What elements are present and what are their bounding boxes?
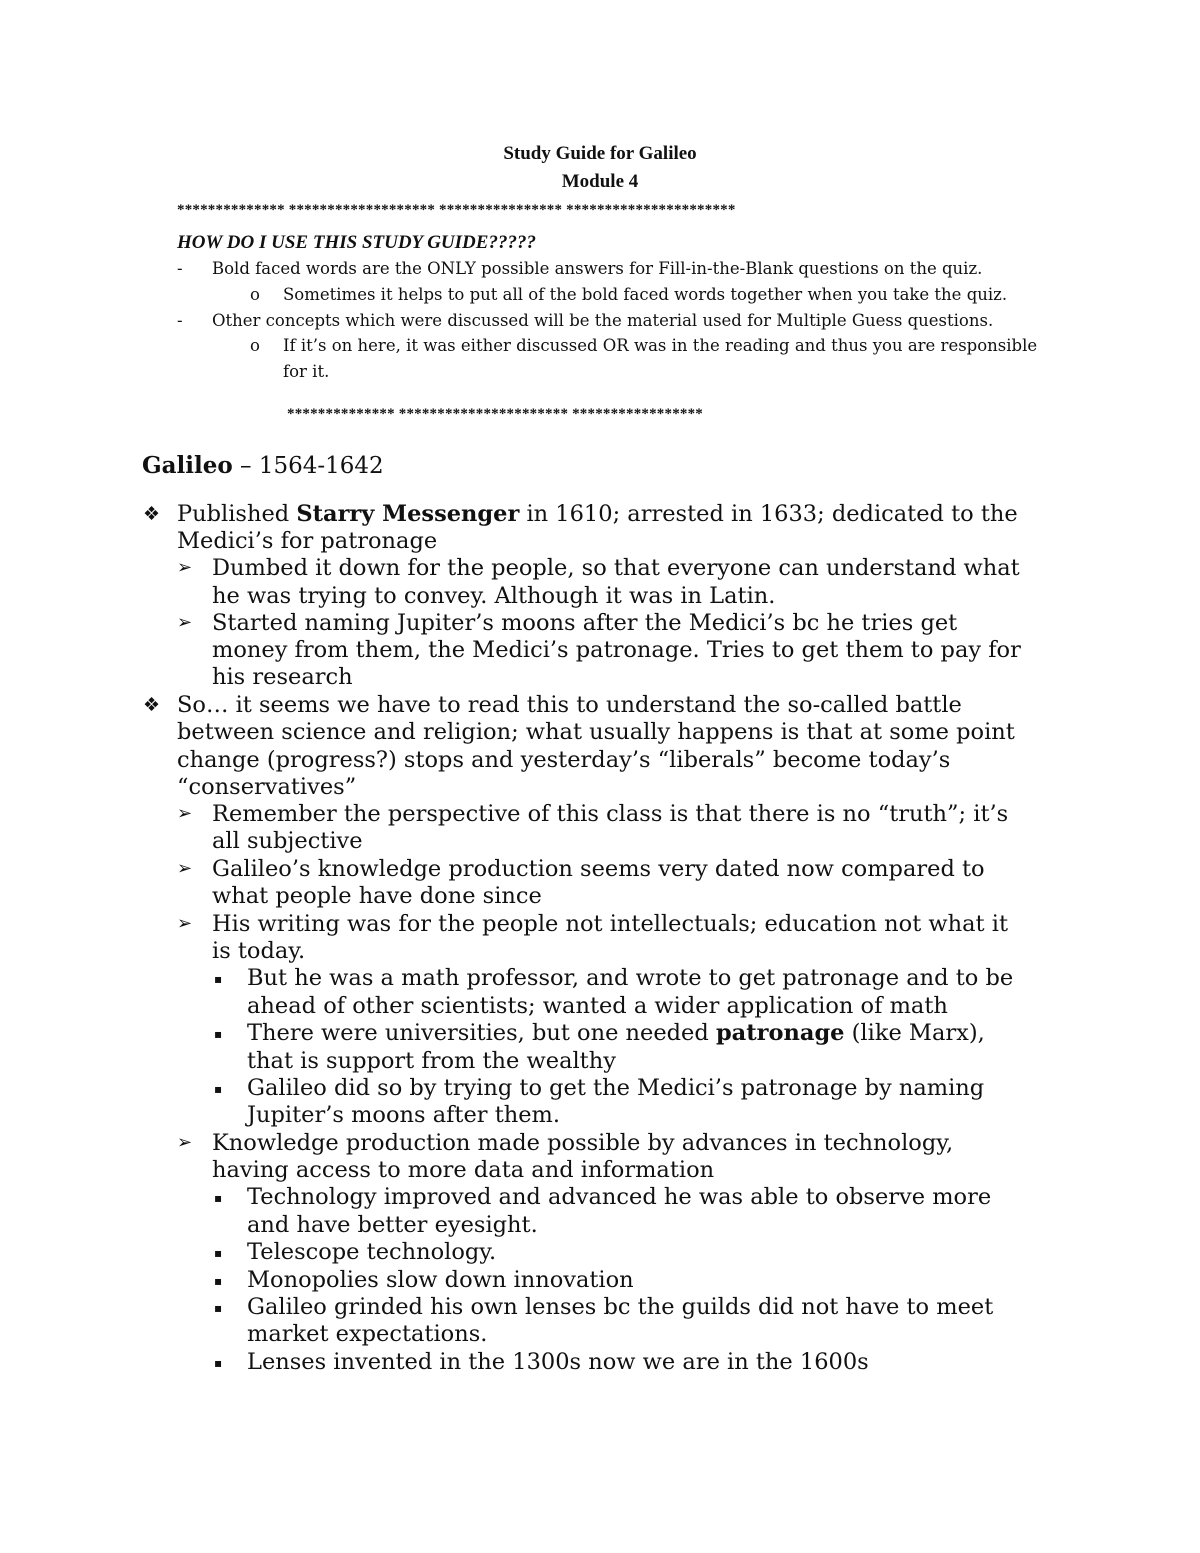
bullet-1-2-line-3: his research [212, 664, 353, 690]
intro-sub-marker-1: o [250, 285, 260, 304]
bullet-1-line-2: Medici’s for patronage [177, 528, 438, 554]
bullet-2-2-line-1: Galileo’s knowledge production seems very dated now compared to [212, 856, 985, 882]
bullet-2-3-line-2: is today. [212, 938, 306, 964]
bullet-1-2-line-2: money from them, the Medici’s patronage. Tries to get them to pay for [212, 637, 1021, 663]
arrow-bullet-icon: ➢ [177, 858, 193, 879]
bullet-2-3-2-text-b: (like Marx), [844, 1020, 985, 1046]
bullet-1-1-line-2: he was trying to convey. Although it was in Latin. [212, 583, 776, 609]
bullet-1-1-line-1: Dumbed it down for the people, so that everyone can understand what [212, 555, 1020, 581]
bullet-2-4-4-line-1: Galileo grinded his own lenses bc the guilds did not have to meet [247, 1294, 994, 1320]
bullet-2-3-line-1: His writing was for the people not intellectuals; education not what it [212, 911, 1008, 937]
bullet-2-3-3-line-2: Jupiter’s moons after them. [247, 1102, 561, 1128]
module-label: Module 4 [561, 171, 639, 192]
bullet-1-text-b: in 1610; arrested in 1633; dedicated to the [519, 501, 1018, 527]
square-bullet-icon: ▪ [214, 1301, 223, 1315]
section-title [142, 452, 384, 479]
intro-sub-item-1: Sometimes it helps to put all of the bold faced words together when you take the quiz. [283, 285, 1008, 304]
bullet-2-4-1-line-2: and have better eyesight. [247, 1212, 538, 1238]
intro-sub-marker-2: o [250, 336, 260, 355]
bullet-2-4-5-line-1: Lenses invented in the 1300s now we are in the 1600s [247, 1349, 869, 1375]
section-title-dates: – 1564-1642 [232, 453, 384, 479]
bullet-2-4-3-line-1: Monopolies slow down innovation [247, 1267, 634, 1293]
section-title-bold: Galileo [142, 452, 233, 479]
square-bullet-icon: ▪ [214, 1246, 223, 1260]
bullet-2-2-line-2: what people have done since [212, 883, 542, 909]
bullet-2-4-1-line-1: Technology improved and advanced he was able to observe more [247, 1184, 992, 1210]
arrow-bullet-icon: ➢ [177, 803, 193, 824]
square-bullet-icon: ▪ [214, 1274, 223, 1288]
square-bullet-icon: ▪ [214, 1027, 223, 1041]
patronage-bold-term: patronage [715, 1020, 845, 1046]
square-bullet-icon: ▪ [214, 1356, 223, 1370]
bullet-2-4-line-1: Knowledge production made possible by advances in technology, [212, 1130, 954, 1156]
bullet-2-1-line-1: Remember the perspective of this class is that there is no “truth”; it’s [212, 801, 1009, 827]
arrow-bullet-icon: ➢ [177, 557, 193, 578]
intro-item-2: Other concepts which were discussed will be the material used for Multiple Guess questions. [212, 311, 994, 330]
star-divider-bottom: ************** ********************** ***************** [287, 406, 703, 422]
diamond-bullet-icon: ❖ [143, 503, 161, 525]
square-bullet-icon: ▪ [214, 1191, 223, 1205]
bullet-2-3-3-line-1: Galileo did so by trying to get the Medici’s patronage by naming [247, 1075, 985, 1101]
bullet-2-1-line-2: all subjective [212, 828, 363, 854]
bullet-2-3-1-line-2: ahead of other scientists; wanted a wider application of math [247, 993, 948, 1019]
bullet-2-line-3: change (progress?) stops and yesterday’s “liberals” become today’s [177, 747, 951, 773]
bullet-2-line-4: “conservatives” [177, 774, 357, 800]
diamond-bullet-icon: ❖ [143, 694, 161, 716]
arrow-bullet-icon: ➢ [177, 913, 193, 934]
bullet-1-2-line-1: Started naming Jupiter’s moons after the Medici’s bc he tries get [212, 610, 958, 636]
doc-title: Study Guide for Galileo [503, 143, 697, 164]
intro-item-1: Bold faced words are the ONLY possible answers for Fill-in-the-Blank questions on the quiz. [212, 259, 983, 278]
arrow-bullet-icon: ➢ [177, 612, 193, 633]
intro-sub-item-2-line-1: If it’s on here, it was either discussed OR was in the reading and thus you are responsible [283, 336, 1038, 355]
arrow-bullet-icon: ➢ [177, 1132, 193, 1153]
bullet-1-bold-term: Starry Messenger [296, 501, 520, 527]
bullet-2-3-2-line-2: that is support from the wealthy [247, 1048, 616, 1074]
bullet-2-4-2-line-1: Telescope technology. [247, 1239, 497, 1265]
square-bullet-icon: ▪ [214, 972, 223, 986]
bullet-1-text-a: Published [177, 501, 297, 527]
star-divider-top: ************** ******************* **************** ********************** [177, 202, 736, 218]
square-bullet-icon: ▪ [214, 1082, 223, 1096]
bullet-1-line-1 [177, 501, 1018, 528]
intro-dash-2: - [177, 311, 183, 330]
how-to-heading: HOW DO I USE THIS STUDY GUIDE????? [177, 232, 536, 253]
bullet-2-4-line-2: having access to more data and information [212, 1157, 715, 1183]
bullet-2-line-1: So… it seems we have to read this to understand the so-called battle [177, 692, 962, 718]
bullet-2-line-2: between science and religion; what usually happens is that at some point [177, 719, 1015, 745]
bullet-2-3-1-line-1: But he was a math professor, and wrote to get patronage and to be [247, 965, 1014, 991]
intro-dash-1: - [177, 259, 183, 278]
bullet-2-3-2-text-a: There were universities, but one needed [247, 1020, 716, 1046]
intro-sub-item-2-line-2: for it. [283, 362, 330, 381]
bullet-2-4-4-line-2: market expectations. [247, 1321, 488, 1347]
bullet-2-3-2-line-1 [247, 1020, 985, 1047]
